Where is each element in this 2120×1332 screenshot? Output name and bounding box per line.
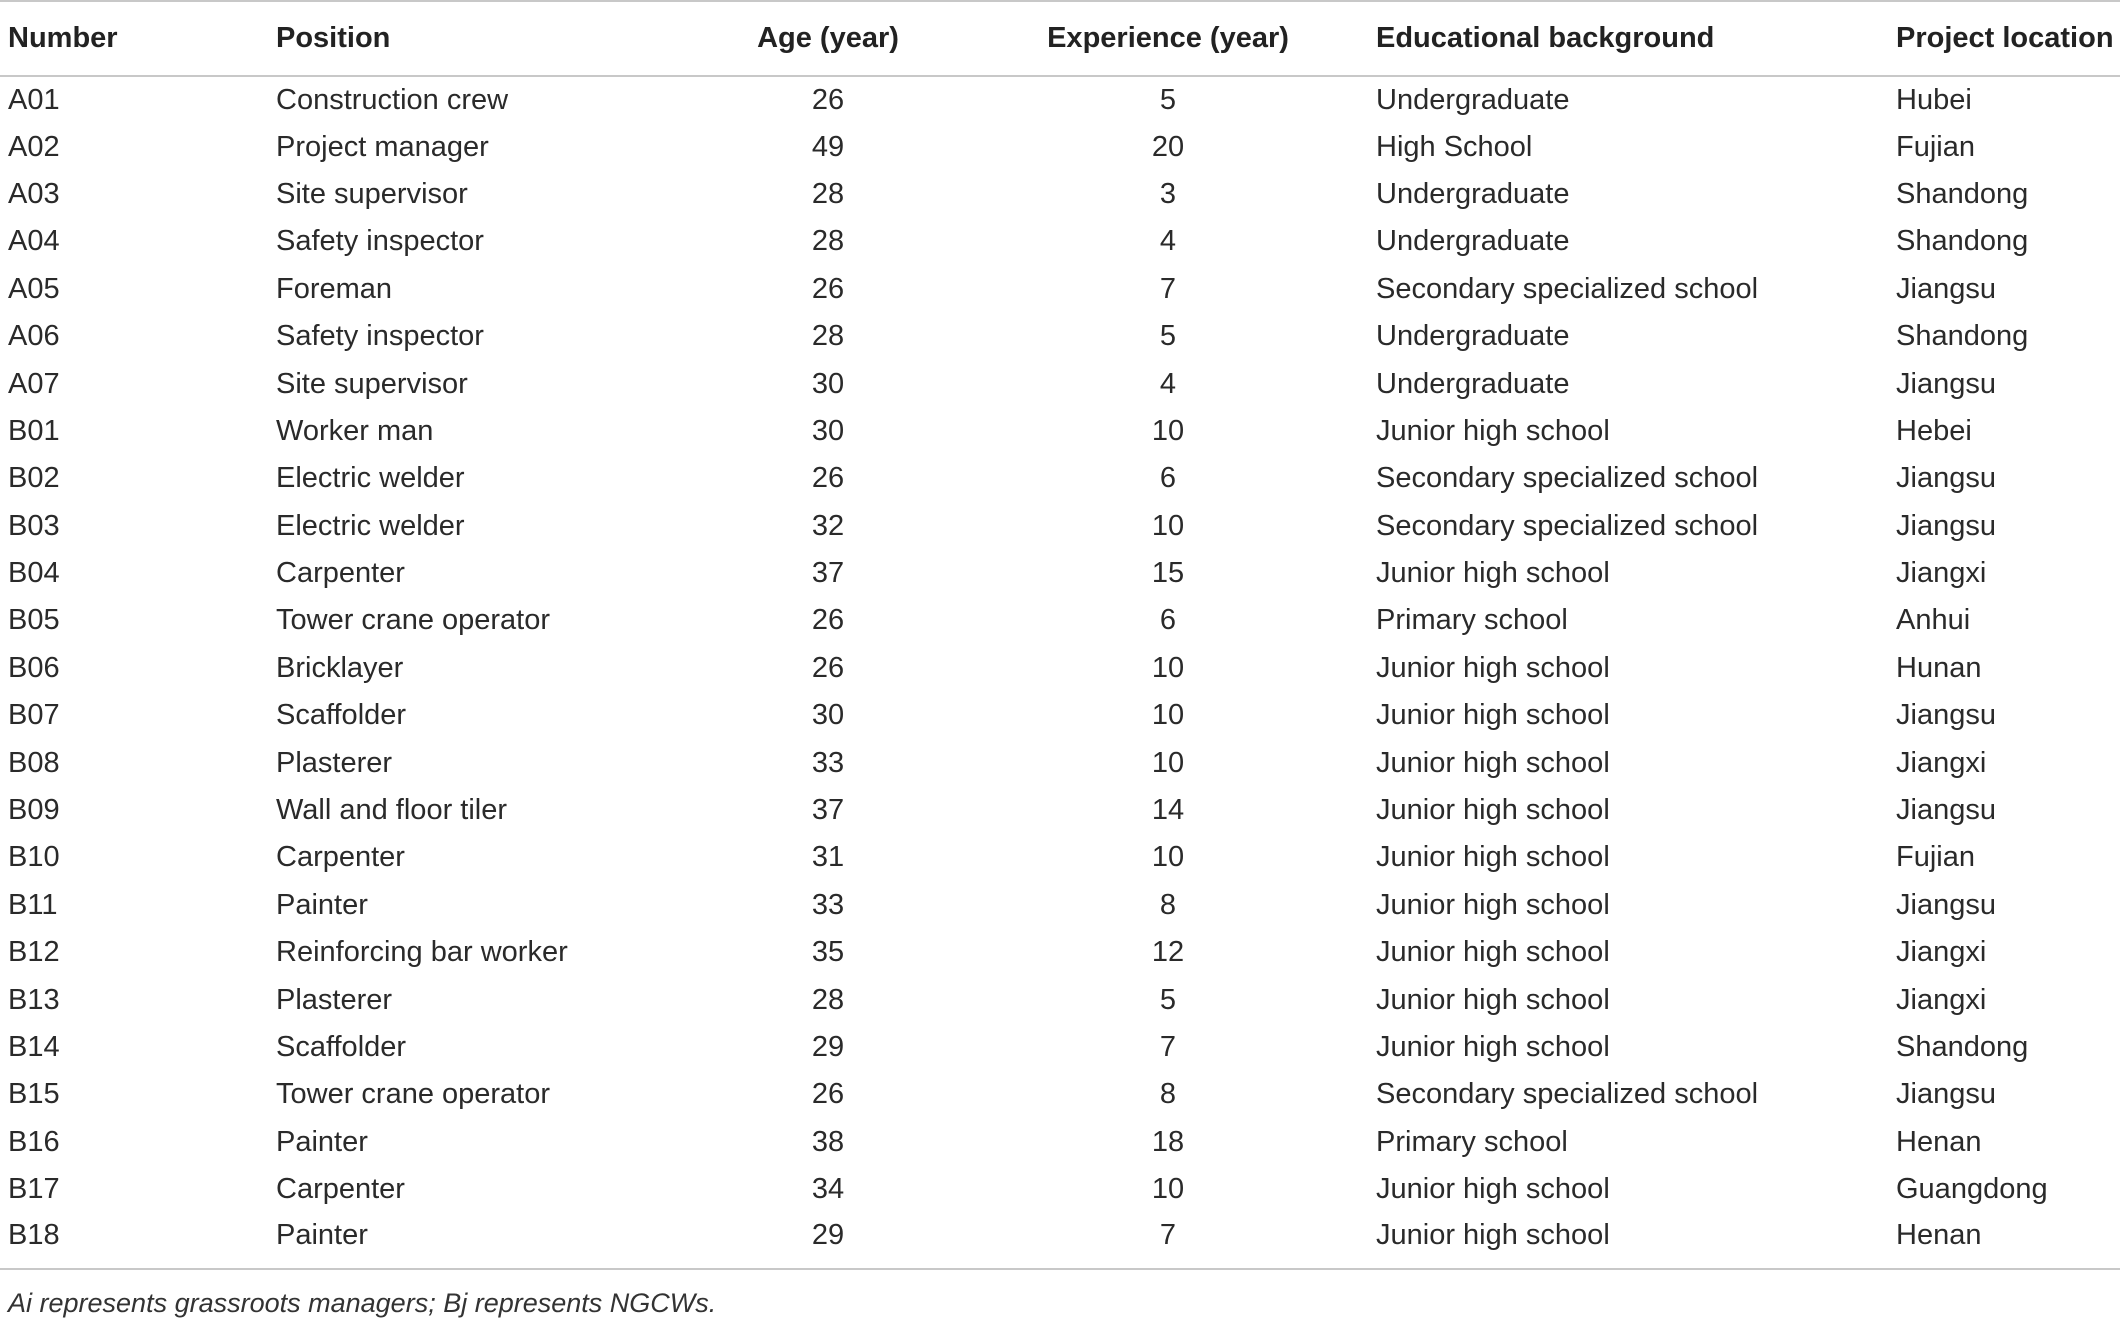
cell-education: Junior high school <box>1376 1031 1610 1063</box>
cell-education: Junior high school <box>1376 746 1610 779</box>
header-number: Number <box>8 22 118 54</box>
cell-education: Junior high school <box>1376 888 1610 921</box>
cell-education: Junior high school <box>1376 699 1610 732</box>
cell-position: Site supervisor <box>276 177 468 210</box>
cell-age: 32 <box>811 509 845 542</box>
table-row <box>0 503 2120 550</box>
table-row <box>0 550 2120 597</box>
cell-education: Secondary specialized school <box>1376 462 1759 495</box>
cell-age: 28 <box>811 983 845 1016</box>
cell-experience: 4 <box>1159 225 1177 258</box>
cell-position: Worker man <box>276 414 434 447</box>
table-row <box>0 645 2120 692</box>
cell-experience: 5 <box>1159 320 1177 353</box>
cell-position: Painter <box>276 1219 368 1252</box>
cell-education: Primary school <box>1376 1125 1568 1158</box>
cell-number: A04 <box>8 225 60 258</box>
cell-age: 35 <box>811 936 845 969</box>
cell-experience: 5 <box>1159 983 1177 1016</box>
cell-experience: 10 <box>1151 699 1185 732</box>
cell-experience: 10 <box>1151 841 1185 874</box>
cell-number: B16 <box>8 1125 60 1158</box>
cell-age: 26 <box>811 462 845 495</box>
cell-number: B12 <box>8 936 60 969</box>
cell-position: Painter <box>276 888 368 921</box>
cell-location: Henan <box>1896 1219 1982 1252</box>
cell-location: Hubei <box>1896 83 1972 116</box>
cell-location: Jiangsu <box>1896 272 1996 305</box>
cell-position: Construction crew <box>276 83 509 116</box>
cell-experience: 7 <box>1159 1031 1177 1063</box>
table-row <box>0 313 2120 360</box>
cell-education: Junior high school <box>1376 936 1610 969</box>
cell-age: 37 <box>811 557 845 590</box>
header-education: Educational background <box>1376 22 1715 54</box>
table-row <box>0 692 2120 739</box>
cell-age: 31 <box>811 841 845 874</box>
cell-age: 26 <box>811 604 845 637</box>
cell-age: 37 <box>811 794 845 827</box>
table-row <box>0 1024 2120 1071</box>
cell-number: A07 <box>8 367 60 400</box>
cell-education: Primary school <box>1376 604 1568 637</box>
cell-experience: 6 <box>1159 462 1177 495</box>
cell-number: B01 <box>8 414 60 447</box>
cell-age: 29 <box>811 1031 845 1063</box>
cell-location: Jiangxi <box>1896 746 1987 779</box>
table-row <box>0 1119 2120 1166</box>
cell-age: 26 <box>811 651 845 684</box>
header-age: Age (year) <box>757 22 899 54</box>
cell-position: Tower crane operator <box>276 604 551 637</box>
cell-location: Jiangsu <box>1896 367 1996 400</box>
cell-experience: 3 <box>1159 177 1177 210</box>
cell-experience: 18 <box>1151 1125 1185 1158</box>
cell-number: A01 <box>8 83 60 116</box>
cell-location: Jiangsu <box>1896 699 1996 732</box>
cell-location: Jiangxi <box>1896 936 1987 969</box>
table-row <box>0 1213 2120 1269</box>
cell-position: Plasterer <box>276 983 393 1016</box>
table-row <box>0 266 2120 313</box>
cell-number: B09 <box>8 794 60 827</box>
table-row <box>0 597 2120 644</box>
cell-experience: 20 <box>1151 130 1185 163</box>
header-location: Project location <box>1896 22 2114 54</box>
cell-education: Undergraduate <box>1376 177 1570 210</box>
table-row <box>0 834 2120 881</box>
cell-age: 34 <box>811 1173 845 1206</box>
cell-education: Secondary specialized school <box>1376 1078 1759 1111</box>
cell-position: Electric welder <box>276 462 465 495</box>
cell-number: B07 <box>8 699 60 732</box>
cell-education: Junior high school <box>1376 983 1610 1016</box>
cell-location: Shandong <box>1896 177 2029 210</box>
cell-education: Junior high school <box>1376 841 1610 874</box>
table-row <box>0 123 2120 170</box>
cell-age: 38 <box>811 1125 845 1158</box>
cell-number: B17 <box>8 1173 60 1206</box>
cell-number: B08 <box>8 746 60 779</box>
cell-location: Shandong <box>1896 1031 2029 1063</box>
cell-experience: 15 <box>1151 557 1185 590</box>
cell-education: Junior high school <box>1376 414 1610 447</box>
cell-location: Fujian <box>1896 841 1975 874</box>
cell-position: Project manager <box>276 130 489 163</box>
cell-experience: 10 <box>1151 1173 1185 1206</box>
cell-position: Safety inspector <box>276 225 484 258</box>
cell-education: Undergraduate <box>1376 367 1570 400</box>
cell-number: B13 <box>8 983 60 1016</box>
cell-number: B14 <box>8 1031 60 1063</box>
cell-location: Jiangsu <box>1896 509 1996 542</box>
cell-education: High School <box>1376 130 1533 163</box>
cell-location: Henan <box>1896 1125 1982 1158</box>
cell-location: Hebei <box>1896 414 1972 447</box>
cell-experience: 8 <box>1159 1078 1177 1111</box>
cell-experience: 7 <box>1159 1219 1177 1252</box>
cell-number: B05 <box>8 604 60 637</box>
cell-experience: 4 <box>1159 367 1177 400</box>
cell-location: Shandong <box>1896 225 2029 258</box>
cell-location: Jiangsu <box>1896 888 1996 921</box>
cell-number: B18 <box>8 1219 60 1252</box>
cell-position: Wall and floor tiler <box>276 794 508 827</box>
cell-age: 33 <box>811 888 845 921</box>
cell-experience: 10 <box>1151 509 1185 542</box>
cell-education: Junior high school <box>1376 651 1610 684</box>
cell-experience: 10 <box>1151 746 1185 779</box>
cell-age: 33 <box>811 746 845 779</box>
cell-position: Carpenter <box>276 1173 405 1206</box>
cell-number: B02 <box>8 462 60 495</box>
header-experience: Experience (year) <box>1047 22 1289 54</box>
cell-age: 30 <box>811 414 845 447</box>
table-body <box>0 76 2120 1269</box>
table-row <box>0 739 2120 786</box>
cell-experience: 6 <box>1159 604 1177 637</box>
cell-experience: 8 <box>1159 888 1177 921</box>
cell-experience: 5 <box>1159 83 1177 116</box>
cell-age: 30 <box>811 367 845 400</box>
table-row <box>0 1166 2120 1213</box>
cell-education: Junior high school <box>1376 1173 1610 1206</box>
cell-number: B06 <box>8 651 60 684</box>
cell-education: Junior high school <box>1376 794 1610 827</box>
cell-age: 29 <box>811 1219 845 1252</box>
cell-age: 28 <box>811 225 845 258</box>
cell-location: Jiangsu <box>1896 1078 1996 1111</box>
cell-location: Fujian <box>1896 130 1975 163</box>
cell-location: Guangdong <box>1896 1173 2048 1206</box>
cell-position: Carpenter <box>276 557 405 590</box>
cell-experience: 10 <box>1151 651 1185 684</box>
cell-education: Secondary specialized school <box>1376 272 1759 305</box>
cell-position: Electric welder <box>276 509 465 542</box>
cell-age: 26 <box>811 1078 845 1111</box>
cell-education: Undergraduate <box>1376 225 1570 258</box>
cell-age: 49 <box>811 130 845 163</box>
table-footnote: Ai represents grassroots managers; Bj represents NGCWs. <box>8 1288 717 1318</box>
cell-location: Jiangsu <box>1896 462 1996 495</box>
cell-age: 26 <box>811 272 845 305</box>
cell-age: 28 <box>811 177 845 210</box>
table-row <box>0 360 2120 407</box>
cell-location: Shandong <box>1896 320 2029 353</box>
cell-position: Carpenter <box>276 841 405 874</box>
cell-education: Junior high school <box>1376 1219 1610 1252</box>
cell-position: Tower crane operator <box>276 1078 551 1111</box>
table-row <box>0 929 2120 976</box>
cell-position: Scaffolder <box>276 1031 407 1063</box>
cell-education: Junior high school <box>1376 557 1610 590</box>
cell-age: 28 <box>811 320 845 353</box>
table-row <box>0 218 2120 265</box>
table-row <box>0 171 2120 218</box>
header-position: Position <box>276 22 391 54</box>
cell-number: B11 <box>8 888 58 921</box>
cell-position: Plasterer <box>276 746 393 779</box>
cell-position: Painter <box>276 1125 368 1158</box>
cell-number: A06 <box>8 320 60 353</box>
table-row <box>0 455 2120 502</box>
cell-location: Jiangxi <box>1896 983 1987 1016</box>
cell-position: Scaffolder <box>276 699 407 732</box>
cell-education: Undergraduate <box>1376 320 1570 353</box>
table-row <box>0 787 2120 834</box>
cell-experience: 14 <box>1151 794 1185 827</box>
cell-position: Reinforcing bar worker <box>276 936 568 969</box>
table-row <box>0 976 2120 1023</box>
cell-number: A05 <box>8 272 60 305</box>
cell-location: Hunan <box>1896 651 1982 684</box>
table-header-row <box>0 1 2120 76</box>
cell-number: B15 <box>8 1078 60 1111</box>
cell-position: Site supervisor <box>276 367 468 400</box>
table-row <box>0 1071 2120 1118</box>
cell-number: A02 <box>8 130 60 163</box>
table-row <box>0 882 2120 929</box>
cell-position: Bricklayer <box>276 651 404 684</box>
cell-position: Safety inspector <box>276 320 484 353</box>
cell-number: A03 <box>8 177 60 210</box>
cell-position: Foreman <box>276 272 393 305</box>
cell-experience: 7 <box>1159 272 1177 305</box>
cell-number: B10 <box>8 841 60 874</box>
cell-location: Jiangxi <box>1896 557 1987 590</box>
table-row <box>0 408 2120 455</box>
table-row <box>0 76 2120 123</box>
cell-number: B04 <box>8 557 60 590</box>
cell-location: Anhui <box>1896 604 1971 637</box>
cell-number: B03 <box>8 509 60 542</box>
cell-age: 30 <box>811 699 845 732</box>
cell-education: Undergraduate <box>1376 83 1570 116</box>
cell-experience: 10 <box>1151 414 1185 447</box>
cell-location: Jiangsu <box>1896 794 1996 827</box>
cell-age: 26 <box>811 83 845 116</box>
cell-experience: 12 <box>1151 936 1185 969</box>
cell-education: Secondary specialized school <box>1376 509 1759 542</box>
